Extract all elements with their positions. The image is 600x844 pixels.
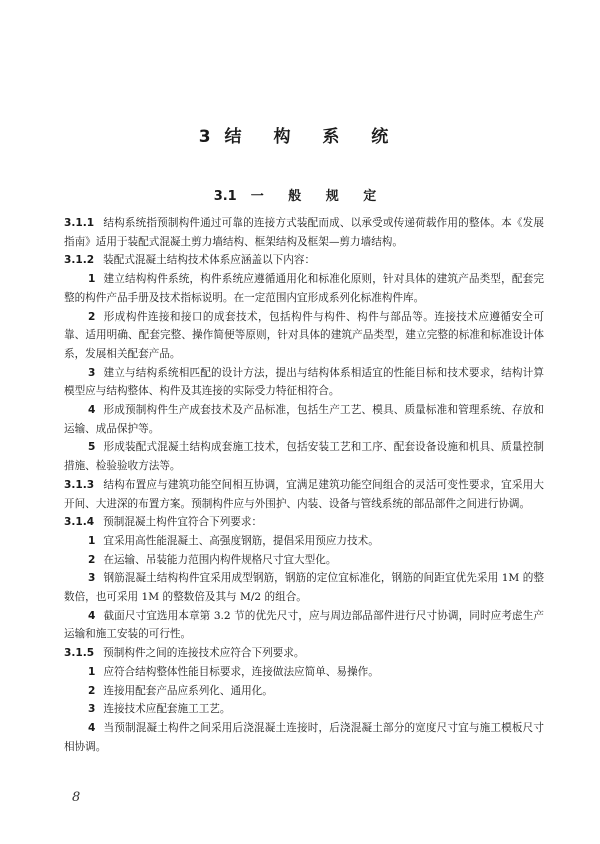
item-text: 当预制混凝土构件之间采用后浇混凝土连接时，后浇混凝土部分的宽度尺寸宜与施工模板尺寸相协调。	[64, 721, 544, 753]
clause-text: 装配式混凝土结构技术体系应涵盖以下内容：	[103, 254, 316, 267]
item-text: 形成装配式混凝土结构成套施工技术，包括安装工艺和工序、配套设备设施和机具、质量控制措施、检验验收方法等。	[64, 441, 544, 473]
chapter-number: 3	[198, 127, 211, 147]
item-number: 3	[88, 366, 96, 379]
chapter-title	[0, 122, 600, 147]
list-item	[64, 607, 544, 644]
item-text: 建立与结构系统相匹配的设计方法，提出与结构体系相适宜的性能目标和技术要求，结构计算模型应与结构整体、构件及其连接的实际受力特征相符合。	[64, 366, 544, 398]
item-text: 在运输、吊装能力范围内构件规格尺寸宜大型化。	[103, 553, 337, 566]
clause-number: 3.1.3	[64, 478, 95, 491]
section-name: 一 般 规 定	[250, 189, 387, 204]
item-number: 1	[88, 534, 96, 547]
item-number: 2	[88, 310, 96, 323]
item-number: 1	[88, 665, 96, 678]
list-item	[64, 532, 544, 551]
clause-number: 3.1.5	[64, 647, 95, 660]
list-item	[64, 700, 544, 719]
clause-number: 3.1.2	[64, 254, 95, 267]
list-item	[64, 569, 544, 606]
item-text: 钢筋混凝土结构构件宜采用成型钢筋，钢筋的定位宜标准化，钢筋的间距宜优先采用 1M 的整数倍，也可采用 1M 的整数倍及其与 M/2 的组合。	[64, 572, 544, 604]
clause-text: 预制混凝土构件宜符合下列要求：	[103, 516, 263, 529]
item-number: 5	[88, 441, 96, 454]
item-text: 应符合结构整体性能目标要求，连接做法应简单、易操作。	[103, 665, 379, 678]
item-number: 2	[88, 553, 96, 566]
list-item	[64, 438, 544, 475]
item-text: 形成构件连接和接口的成套技术，包括构件与构件、构件与部品等。连接技术应遵循安全可靠、适用明确、配套完整、操作简便等原则，针对具体的建筑产品类型，建立完整的标准和标准设计体系，发展相关配套产品。	[64, 310, 544, 360]
item-text: 截面尺寸宜选用本章第 3.2 节的优先尺寸，应与周边部品部件进行尺寸协调，同时应考虑生产运输和施工安装的可行性。	[64, 609, 544, 641]
item-number: 4	[88, 721, 96, 734]
clause-number: 3.1.1	[64, 217, 95, 229]
item-number: 2	[88, 684, 96, 697]
clause-number: 3.1.4	[64, 516, 95, 529]
list-item	[64, 682, 544, 701]
item-text: 连接用配套产品应系列化、通用化。	[103, 684, 273, 697]
item-number: 1	[88, 273, 96, 286]
list-item	[64, 270, 544, 307]
body-text	[64, 214, 544, 756]
clause-paragraph	[64, 214, 544, 251]
item-number: 3	[88, 572, 96, 585]
list-item	[64, 719, 544, 756]
item-text: 建立结构构件系统，构件系统应遵循通用化和标准化原则，针对具体的建筑产品类型，配套完整的构件产品手册及技术指标说明。在一定范围内宜形成系列化标准构件库。	[64, 273, 544, 304]
item-number: 4	[88, 609, 96, 622]
list-item	[64, 551, 544, 570]
item-number: 3	[88, 703, 96, 716]
item-number: 4	[88, 404, 96, 417]
list-item	[64, 308, 544, 364]
item-text: 形成预制构件生产成套技术及产品标准，包括生产工艺、模具、质量标准和管理系统、存放和运输、成品保护等。	[64, 404, 544, 435]
list-item	[64, 364, 544, 401]
list-item	[64, 663, 544, 682]
clause-text: 结构布置应与建筑功能空间相互协调，宜满足建筑功能空间组合的灵活可变性要求，宜采用大开间、大进深的布置方案。预制构件应与外围护、内装、设备与管线系统的部品部件之间进行协调。	[64, 478, 544, 510]
clause-paragraph	[64, 644, 544, 663]
clause-text: 预制构件之间的连接技术应符合下列要求。	[103, 647, 305, 660]
clause-paragraph	[64, 513, 544, 532]
page-number: 8	[72, 790, 81, 805]
chapter-name: 结 构 系 统	[224, 127, 402, 147]
list-item	[64, 401, 544, 438]
section-title	[0, 185, 600, 204]
clause-paragraph	[64, 251, 544, 270]
item-text: 连接技术应配套施工工艺。	[103, 703, 231, 716]
clause-text: 结构系统指预制构件通过可靠的连接方式装配而成、以承受或传递荷载作用的整体。本《发展指南》适用于装配式混凝土剪力墙结构、框架结构及框架—剪力墙结构。	[64, 217, 544, 248]
clause-paragraph	[64, 476, 544, 513]
section-number: 3.1	[213, 189, 237, 204]
item-text: 宜采用高性能混凝土、高强度钢筋，提倡采用预应力技术。	[103, 534, 379, 547]
